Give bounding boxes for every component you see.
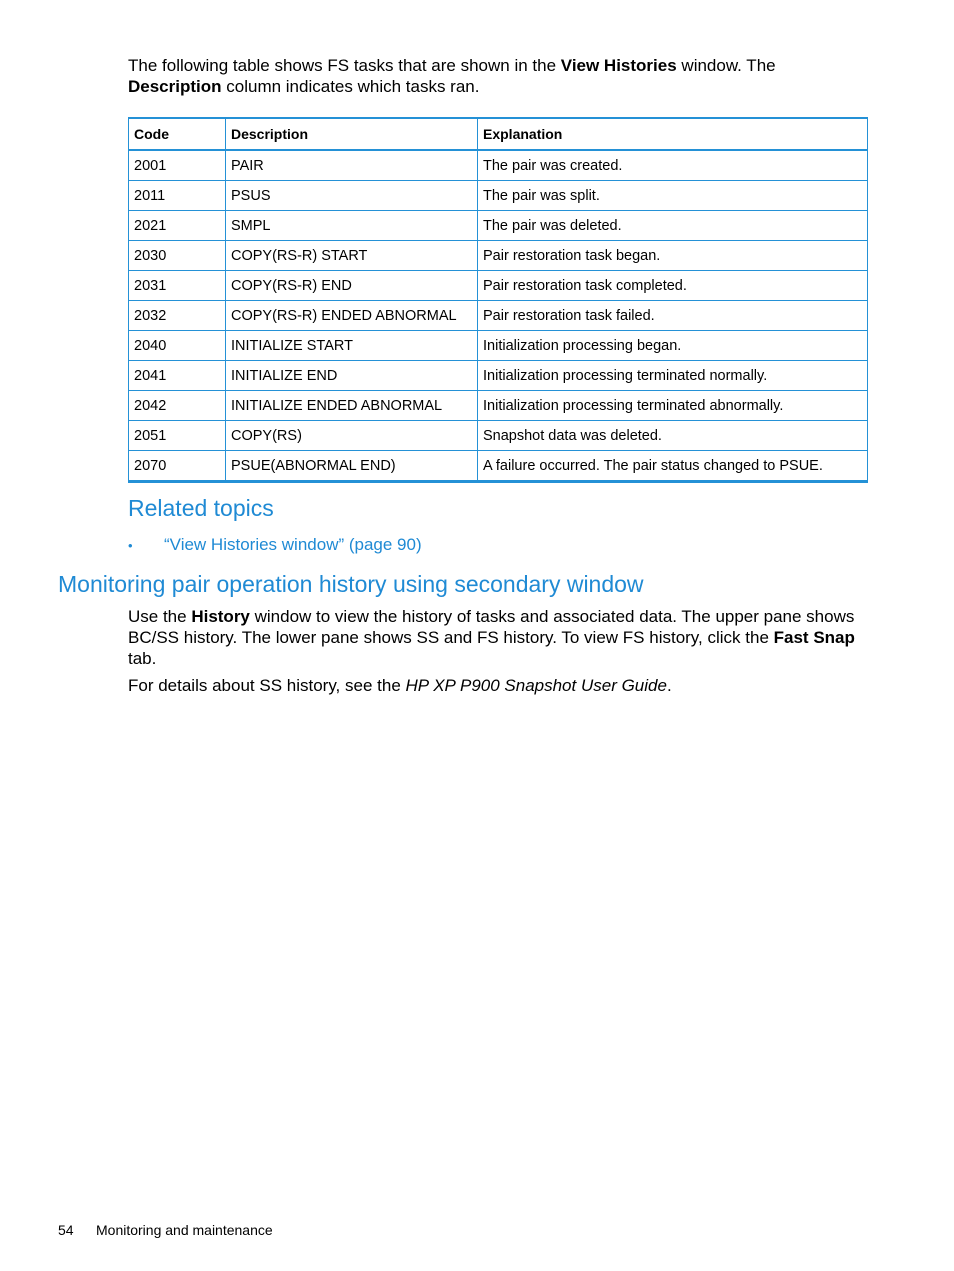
cell-description: COPY(RS-R) START: [226, 241, 478, 271]
cell-code: 2001: [129, 150, 226, 181]
cell-explanation: Initialization processing terminated normally.: [478, 361, 868, 391]
table-row: [129, 451, 868, 482]
cell-code: 2042: [129, 391, 226, 421]
cell-description: INITIALIZE END: [226, 361, 478, 391]
p1-bold-fast-snap: Fast Snap: [773, 628, 855, 647]
cell-code: 2032: [129, 301, 226, 331]
cell-explanation: Initialization processing terminated abnormally.: [478, 391, 868, 421]
header-explanation: Explanation: [478, 118, 868, 150]
table-row: [129, 271, 868, 301]
cell-description: INITIALIZE ENDED ABNORMAL: [226, 391, 478, 421]
cell-description: COPY(RS): [226, 421, 478, 451]
related-topics-list: [128, 535, 422, 555]
p2-text-1: For details about SS history, see the: [128, 676, 406, 695]
intro-bold-description: Description: [128, 77, 222, 96]
table-row: [129, 150, 868, 181]
table-row: [129, 361, 868, 391]
table-row: [129, 241, 868, 271]
cell-description: COPY(RS-R) ENDED ABNORMAL: [226, 301, 478, 331]
related-topics-heading: Related topics: [128, 495, 274, 521]
cell-explanation: Pair restoration task completed.: [478, 271, 868, 301]
intro-text-2: window. The: [676, 56, 776, 75]
page-number: 54: [58, 1222, 74, 1238]
p1-text-2: window to view the history of tasks and associated data. The upper pane shows BC/SS history. The lower pane shows SS and FS history. To view FS history, click the: [128, 607, 855, 647]
intro-paragraph: [128, 55, 868, 97]
view-histories-link[interactable]: “View Histories window” (page 90): [164, 535, 422, 554]
cell-description: INITIALIZE START: [226, 331, 478, 361]
cell-code: 2031: [129, 271, 226, 301]
cell-explanation: Snapshot data was deleted.: [478, 421, 868, 451]
cell-explanation: The pair was created.: [478, 150, 868, 181]
bullet-icon: •: [128, 537, 133, 553]
table-row: [129, 181, 868, 211]
cell-code: 2070: [129, 451, 226, 482]
header-code: Code: [129, 118, 226, 150]
footer-chapter: Monitoring and maintenance: [96, 1222, 273, 1238]
cell-code: 2021: [129, 211, 226, 241]
header-description: Description: [226, 118, 478, 150]
p1-text-1: Use the: [128, 607, 192, 626]
cell-description: COPY(RS-R) END: [226, 271, 478, 301]
cell-explanation: Pair restoration task began.: [478, 241, 868, 271]
table-row: [129, 331, 868, 361]
table-row: [129, 391, 868, 421]
p1-bold-history: History: [191, 607, 250, 626]
table-row: [129, 301, 868, 331]
cell-description: PAIR: [226, 150, 478, 181]
cell-explanation: The pair was deleted.: [478, 211, 868, 241]
cell-description: PSUS: [226, 181, 478, 211]
intro-bold-view-histories: View Histories: [560, 56, 677, 75]
cell-code: 2011: [129, 181, 226, 211]
history-paragraph: [128, 606, 868, 669]
table-header-row: [129, 118, 868, 150]
page-footer: [58, 1222, 273, 1238]
p1-text-3: tab.: [128, 649, 157, 668]
cell-code: 2040: [129, 331, 226, 361]
ss-history-paragraph: [128, 675, 868, 696]
section-heading: Monitoring pair operation history using secondary window: [58, 571, 644, 597]
cell-code: 2041: [129, 361, 226, 391]
table-row: [129, 211, 868, 241]
fs-tasks-table: [128, 117, 868, 483]
p2-guide-title: HP XP P900 Snapshot User Guide: [405, 676, 667, 695]
intro-text-3: column indicates which tasks ran.: [221, 77, 480, 96]
table-row: [129, 421, 868, 451]
cell-description: SMPL: [226, 211, 478, 241]
cell-description: PSUE(ABNORMAL END): [226, 451, 478, 482]
table-body: [129, 150, 868, 482]
cell-explanation: The pair was split.: [478, 181, 868, 211]
cell-explanation: Pair restoration task failed.: [478, 301, 868, 331]
list-item: [128, 535, 422, 555]
cell-explanation: A failure occurred. The pair status changed to PSUE.: [478, 451, 868, 482]
p2-text-2: .: [666, 676, 672, 695]
intro-text-1: The following table shows FS tasks that are shown in the: [128, 56, 561, 75]
cell-code: 2051: [129, 421, 226, 451]
cell-explanation: Initialization processing began.: [478, 331, 868, 361]
cell-code: 2030: [129, 241, 226, 271]
